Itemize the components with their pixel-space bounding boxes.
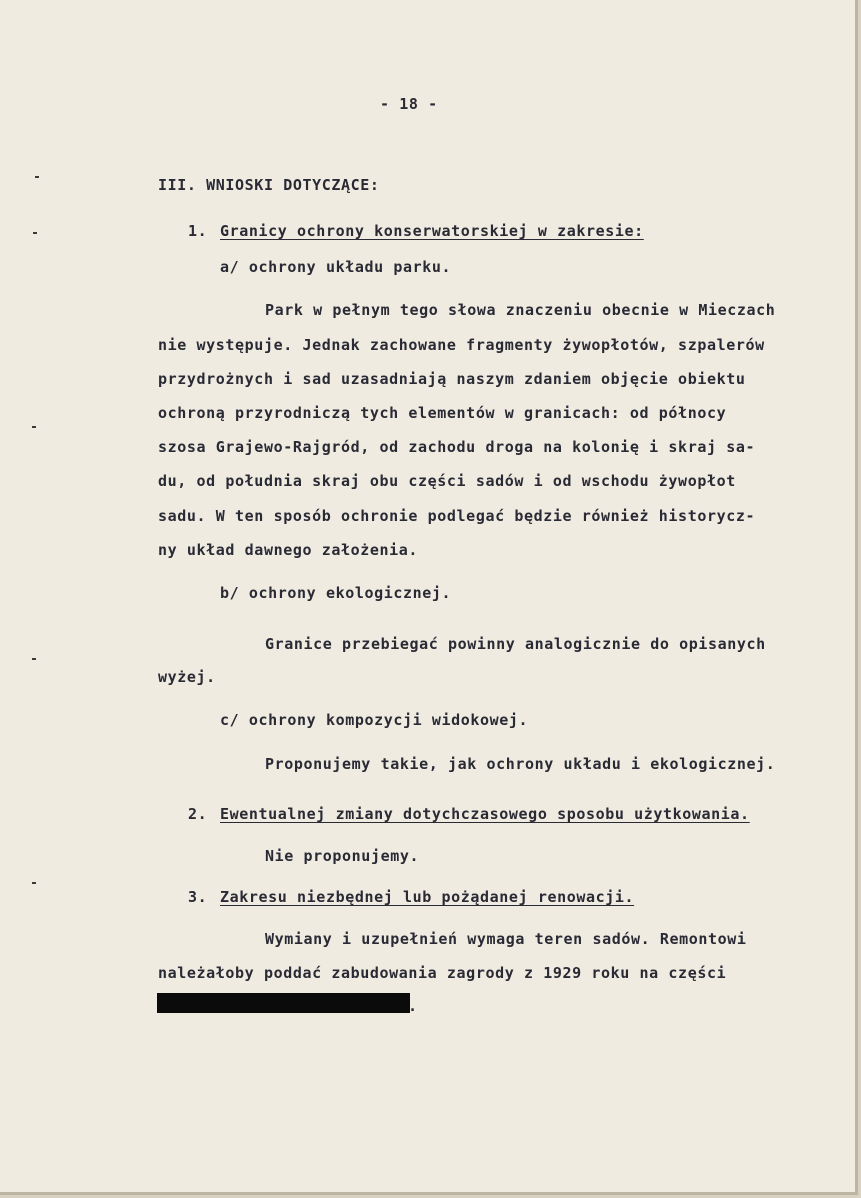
paragraph-line: Park w pełnym tego słowa znaczeniu obecnie w Mieczach [265, 301, 776, 319]
margin-mark [32, 426, 36, 428]
redaction-trailing-period: . [408, 997, 418, 1015]
item-1b-label: b/ ochrony ekologicznej. [220, 584, 452, 602]
paragraph-line: du, od południa skraj obu części sadów i od wschodu żywopłot [158, 472, 736, 490]
paragraph-line: wyżej. [158, 668, 216, 686]
paragraph-line: sadu. W ten sposób ochronie podlegać będzie również historycz- [158, 507, 756, 525]
paragraph-line: należałoby poddać zabudowania zagrody z 1929 roku na części [158, 964, 727, 982]
item-1-title: Granicy ochrony konserwatorskiej w zakresie: [220, 222, 644, 240]
margin-mark [35, 176, 39, 178]
paragraph-line: ochroną przyrodniczą tych elementów w granicach: od północy [158, 404, 727, 422]
item-1a-label: a/ ochrony układu parku. [220, 258, 452, 276]
item-3-title: Zakresu niezbędnej lub pożądanej renowacji. [220, 888, 635, 906]
margin-mark [32, 882, 36, 884]
redaction-bar [157, 993, 410, 1013]
paragraph-line: Wymiany i uzupełnień wymaga teren sadów. Remontowi [265, 930, 747, 948]
item-2-title: Ewentualnej zmiany dotychczasowego sposobu użytkowania. [220, 805, 750, 823]
page-number: - 18 - [380, 95, 438, 113]
paragraph-line: ny układ dawnego założenia. [158, 541, 419, 559]
paragraph-line: Proponujemy takie, jak ochrony układu i ekologicznej. [265, 755, 776, 773]
margin-mark [33, 232, 37, 234]
paragraph-line: szosa Grajewo-Rajgród, od zachodu droga na kolonię i skraj sa- [158, 438, 756, 456]
item-2-number: 2. [188, 805, 208, 823]
item-1c-label: c/ ochrony kompozycji widokowej. [220, 711, 529, 729]
item-2-text: Nie proponujemy. [265, 847, 420, 865]
margin-mark [32, 658, 36, 660]
paragraph-line: przydrożnych i sad uzasadniają naszym zdaniem objęcie obiektu [158, 370, 746, 388]
paragraph-line: nie występuje. Jednak zachowane fragmenty żywopłotów, szpalerów [158, 336, 765, 354]
paragraph-line: Granice przebiegać powinny analogicznie do opisanych [265, 635, 766, 653]
item-3-number: 3. [188, 888, 208, 906]
item-1-number: 1. [188, 222, 208, 240]
section-heading: III. WNIOSKI DOTYCZĄCE: [158, 176, 380, 194]
